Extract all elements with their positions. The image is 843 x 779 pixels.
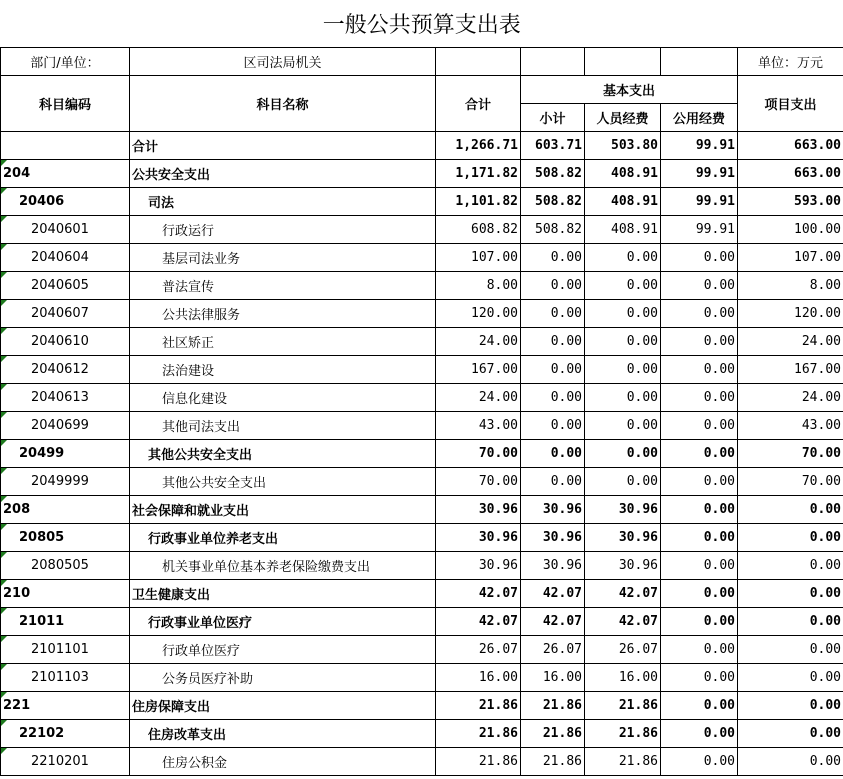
public-cell[interactable]: 0.00 xyxy=(661,272,738,300)
subtotal-cell[interactable]: 30.96 xyxy=(521,496,585,524)
project-cell[interactable]: 120.00 xyxy=(738,300,843,328)
code-cell[interactable]: 2049999 xyxy=(1,468,130,496)
project-cell[interactable]: 8.00 xyxy=(738,272,843,300)
empty-cell[interactable] xyxy=(436,48,521,76)
project-cell[interactable]: 107.00 xyxy=(738,244,843,272)
empty-cell[interactable] xyxy=(661,48,738,76)
name-cell[interactable]: 普法宣传 xyxy=(130,272,436,300)
personnel-cell[interactable]: 26.07 xyxy=(585,636,661,664)
table-row xyxy=(1,244,843,272)
code-cell[interactable]: 204 xyxy=(1,160,130,188)
project-cell[interactable]: 0.00 xyxy=(738,664,843,692)
public-cell[interactable]: 0.00 xyxy=(661,580,738,608)
personnel-cell[interactable]: 0.00 xyxy=(585,468,661,496)
project-cell[interactable]: 43.00 xyxy=(738,412,843,440)
code-cell[interactable]: 20406 xyxy=(1,188,130,216)
table-row xyxy=(1,664,843,692)
public-cell[interactable]: 0.00 xyxy=(661,496,738,524)
public-cell[interactable]: 0.00 xyxy=(661,748,738,776)
subtotal-cell[interactable]: 21.86 xyxy=(521,748,585,776)
code-cell[interactable]: 20805 xyxy=(1,524,130,552)
code-cell[interactable]: 210 xyxy=(1,580,130,608)
public-cell[interactable]: 99.91 xyxy=(661,216,738,244)
header-public: 公用经费 xyxy=(661,104,738,132)
public-cell[interactable]: 99.91 xyxy=(661,160,738,188)
total-cell[interactable]: 30.96 xyxy=(436,496,521,524)
name-cell[interactable]: 法治建设 xyxy=(130,356,436,384)
table-row xyxy=(1,748,843,776)
table-row xyxy=(1,580,843,608)
personnel-cell[interactable]: 30.96 xyxy=(585,552,661,580)
code-cell[interactable] xyxy=(1,132,130,160)
personnel-cell[interactable]: 408.91 xyxy=(585,188,661,216)
table-row xyxy=(1,720,843,748)
name-cell[interactable]: 住房改革支出 xyxy=(130,720,436,748)
public-cell[interactable]: 99.91 xyxy=(661,132,738,160)
table-row xyxy=(1,692,843,720)
project-cell[interactable]: 70.00 xyxy=(738,440,843,468)
personnel-cell[interactable]: 0.00 xyxy=(585,384,661,412)
subtotal-cell[interactable]: 42.07 xyxy=(521,580,585,608)
project-cell[interactable]: 0.00 xyxy=(738,748,843,776)
public-cell[interactable]: 0.00 xyxy=(661,300,738,328)
project-cell[interactable]: 0.00 xyxy=(738,552,843,580)
subtotal-cell[interactable]: 42.07 xyxy=(521,608,585,636)
project-cell[interactable]: 663.00 xyxy=(738,160,843,188)
code-cell[interactable]: 2080505 xyxy=(1,552,130,580)
unit-label: 单位：万元 xyxy=(738,48,843,76)
subtotal-cell[interactable]: 26.07 xyxy=(521,636,585,664)
subtotal-cell[interactable]: 0.00 xyxy=(521,328,585,356)
subtotal-cell[interactable]: 0.00 xyxy=(521,440,585,468)
name-cell[interactable]: 社区矫正 xyxy=(130,328,436,356)
name-cell[interactable]: 住房公积金 xyxy=(130,748,436,776)
code-cell[interactable]: 2040610 xyxy=(1,328,130,356)
public-cell[interactable]: 0.00 xyxy=(661,412,738,440)
project-cell[interactable]: 0.00 xyxy=(738,608,843,636)
subtotal-cell[interactable]: 0.00 xyxy=(521,244,585,272)
code-cell[interactable]: 2040613 xyxy=(1,384,130,412)
total-cell[interactable]: 167.00 xyxy=(436,356,521,384)
total-cell[interactable]: 24.00 xyxy=(436,384,521,412)
name-cell[interactable]: 公共法律服务 xyxy=(130,300,436,328)
public-cell[interactable]: 99.91 xyxy=(661,188,738,216)
name-cell[interactable]: 公务员医疗补助 xyxy=(130,664,436,692)
name-cell[interactable]: 司法 xyxy=(130,188,436,216)
total-cell[interactable]: 24.00 xyxy=(436,328,521,356)
name-cell[interactable]: 信息化建设 xyxy=(130,384,436,412)
public-cell[interactable]: 0.00 xyxy=(661,692,738,720)
table-row xyxy=(1,132,843,160)
header-name: 科目名称 xyxy=(130,76,436,132)
name-cell[interactable]: 其他公共安全支出 xyxy=(130,468,436,496)
total-cell[interactable]: 1,171.82 xyxy=(436,160,521,188)
table-row xyxy=(1,440,843,468)
header-total: 合计 xyxy=(436,76,521,132)
personnel-cell[interactable]: 503.80 xyxy=(585,132,661,160)
total-cell[interactable]: 21.86 xyxy=(436,692,521,720)
total-cell[interactable]: 21.86 xyxy=(436,748,521,776)
table-row xyxy=(1,384,843,412)
code-cell[interactable]: 2210201 xyxy=(1,748,130,776)
subtotal-cell[interactable]: 21.86 xyxy=(521,692,585,720)
code-cell[interactable]: 2101103 xyxy=(1,664,130,692)
code-cell[interactable]: 2101101 xyxy=(1,636,130,664)
table-row xyxy=(1,496,843,524)
public-cell[interactable]: 0.00 xyxy=(661,384,738,412)
table-row xyxy=(1,552,843,580)
project-cell[interactable]: 0.00 xyxy=(738,524,843,552)
personnel-cell[interactable]: 30.96 xyxy=(585,524,661,552)
personnel-cell[interactable]: 30.96 xyxy=(585,496,661,524)
personnel-cell[interactable]: 42.07 xyxy=(585,580,661,608)
personnel-cell[interactable]: 408.91 xyxy=(585,216,661,244)
code-cell[interactable]: 2040604 xyxy=(1,244,130,272)
table-row xyxy=(1,636,843,664)
total-cell[interactable]: 42.07 xyxy=(436,608,521,636)
table-row xyxy=(1,412,843,440)
name-cell[interactable]: 行政单位医疗 xyxy=(130,636,436,664)
header-subtotal: 小计 xyxy=(521,104,585,132)
project-cell[interactable]: 167.00 xyxy=(738,356,843,384)
subtotal-cell[interactable]: 0.00 xyxy=(521,468,585,496)
public-cell[interactable]: 0.00 xyxy=(661,356,738,384)
public-cell[interactable]: 0.00 xyxy=(661,608,738,636)
public-cell[interactable]: 0.00 xyxy=(661,328,738,356)
subtotal-cell[interactable]: 21.86 xyxy=(521,720,585,748)
header-code: 科目编码 xyxy=(1,76,130,132)
public-cell[interactable]: 0.00 xyxy=(661,720,738,748)
public-cell[interactable]: 0.00 xyxy=(661,664,738,692)
name-cell[interactable]: 卫生健康支出 xyxy=(130,580,436,608)
header-personnel: 人员经费 xyxy=(585,104,661,132)
personnel-cell[interactable]: 0.00 xyxy=(585,244,661,272)
project-cell[interactable]: 24.00 xyxy=(738,328,843,356)
table-row xyxy=(1,356,843,384)
total-cell[interactable]: 1,266.71 xyxy=(436,132,521,160)
total-cell[interactable]: 107.00 xyxy=(436,244,521,272)
personnel-cell[interactable]: 0.00 xyxy=(585,272,661,300)
empty-cell[interactable] xyxy=(521,48,585,76)
public-cell[interactable]: 0.00 xyxy=(661,440,738,468)
page-title: 一般公共预算支出表 xyxy=(1,0,843,48)
name-cell[interactable]: 行政运行 xyxy=(130,216,436,244)
total-cell[interactable]: 120.00 xyxy=(436,300,521,328)
name-cell[interactable]: 住房保障支出 xyxy=(130,692,436,720)
name-cell[interactable]: 基层司法业务 xyxy=(130,244,436,272)
project-cell[interactable]: 100.00 xyxy=(738,216,843,244)
code-cell[interactable]: 2040612 xyxy=(1,356,130,384)
code-cell[interactable]: 2040699 xyxy=(1,412,130,440)
project-cell[interactable]: 0.00 xyxy=(738,720,843,748)
name-cell[interactable]: 机关事业单位基本养老保险缴费支出 xyxy=(130,552,436,580)
project-cell[interactable]: 70.00 xyxy=(738,468,843,496)
table-row xyxy=(1,160,843,188)
personnel-cell[interactable]: 42.07 xyxy=(585,608,661,636)
subtotal-cell[interactable]: 30.96 xyxy=(521,524,585,552)
total-cell[interactable]: 1,101.82 xyxy=(436,188,521,216)
table-row xyxy=(1,524,843,552)
personnel-cell[interactable]: 0.00 xyxy=(585,412,661,440)
dept-label: 部门/单位： xyxy=(1,48,130,76)
project-cell[interactable]: 0.00 xyxy=(738,636,843,664)
total-cell[interactable]: 70.00 xyxy=(436,468,521,496)
name-cell[interactable]: 其他公共安全支出 xyxy=(130,440,436,468)
header-project: 项目支出 xyxy=(738,76,843,132)
personnel-cell[interactable]: 16.00 xyxy=(585,664,661,692)
code-cell[interactable]: 221 xyxy=(1,692,130,720)
personnel-cell[interactable]: 0.00 xyxy=(585,328,661,356)
code-cell[interactable]: 20499 xyxy=(1,440,130,468)
name-cell[interactable]: 行政事业单位医疗 xyxy=(130,608,436,636)
project-cell[interactable]: 0.00 xyxy=(738,580,843,608)
name-cell[interactable]: 合计 xyxy=(130,132,436,160)
total-cell[interactable]: 30.96 xyxy=(436,524,521,552)
public-cell[interactable]: 0.00 xyxy=(661,552,738,580)
public-cell[interactable]: 0.00 xyxy=(661,524,738,552)
personnel-cell[interactable]: 0.00 xyxy=(585,440,661,468)
total-cell[interactable]: 8.00 xyxy=(436,272,521,300)
personnel-cell[interactable]: 408.91 xyxy=(585,160,661,188)
subtotal-cell[interactable]: 0.00 xyxy=(521,300,585,328)
subtotal-cell[interactable]: 508.82 xyxy=(521,188,585,216)
dept-value: 区司法局机关 xyxy=(130,48,436,76)
total-cell[interactable]: 70.00 xyxy=(436,440,521,468)
total-cell[interactable]: 26.07 xyxy=(436,636,521,664)
total-cell[interactable]: 608.82 xyxy=(436,216,521,244)
personnel-cell[interactable]: 21.86 xyxy=(585,720,661,748)
total-cell[interactable]: 43.00 xyxy=(436,412,521,440)
code-cell[interactable]: 2040601 xyxy=(1,216,130,244)
project-cell[interactable]: 0.00 xyxy=(738,496,843,524)
table-row xyxy=(1,188,843,216)
name-cell[interactable]: 社会保障和就业支出 xyxy=(130,496,436,524)
public-cell[interactable]: 0.00 xyxy=(661,636,738,664)
code-cell[interactable]: 208 xyxy=(1,496,130,524)
public-cell[interactable]: 0.00 xyxy=(661,468,738,496)
table-row xyxy=(1,608,843,636)
code-cell[interactable]: 21011 xyxy=(1,608,130,636)
code-cell[interactable]: 2040607 xyxy=(1,300,130,328)
subtotal-cell[interactable]: 0.00 xyxy=(521,412,585,440)
name-cell[interactable]: 公共安全支出 xyxy=(130,160,436,188)
total-cell[interactable]: 21.86 xyxy=(436,720,521,748)
subtotal-cell[interactable]: 16.00 xyxy=(521,664,585,692)
subtotal-cell[interactable]: 0.00 xyxy=(521,356,585,384)
table-row xyxy=(1,468,843,496)
code-cell[interactable]: 2040605 xyxy=(1,272,130,300)
total-cell[interactable]: 42.07 xyxy=(436,580,521,608)
total-cell[interactable]: 30.96 xyxy=(436,552,521,580)
personnel-cell[interactable]: 21.86 xyxy=(585,748,661,776)
project-cell[interactable]: 663.00 xyxy=(738,132,843,160)
table-row xyxy=(1,328,843,356)
project-cell[interactable]: 0.00 xyxy=(738,692,843,720)
table-row xyxy=(1,300,843,328)
personnel-cell[interactable]: 0.00 xyxy=(585,356,661,384)
project-cell[interactable]: 593.00 xyxy=(738,188,843,216)
code-cell[interactable]: 22102 xyxy=(1,720,130,748)
subtotal-cell[interactable]: 0.00 xyxy=(521,272,585,300)
name-cell[interactable]: 行政事业单位养老支出 xyxy=(130,524,436,552)
total-cell[interactable]: 16.00 xyxy=(436,664,521,692)
subtotal-cell[interactable]: 0.00 xyxy=(521,384,585,412)
subtotal-cell[interactable]: 508.82 xyxy=(521,216,585,244)
table-row xyxy=(1,216,843,244)
public-cell[interactable]: 0.00 xyxy=(661,244,738,272)
subtotal-cell[interactable]: 30.96 xyxy=(521,552,585,580)
project-cell[interactable]: 24.00 xyxy=(738,384,843,412)
personnel-cell[interactable]: 0.00 xyxy=(585,300,661,328)
name-cell[interactable]: 其他司法支出 xyxy=(130,412,436,440)
table-row xyxy=(1,272,843,300)
subtotal-cell[interactable]: 508.82 xyxy=(521,160,585,188)
header-basic: 基本支出 xyxy=(521,76,738,104)
subtotal-cell[interactable]: 603.71 xyxy=(521,132,585,160)
personnel-cell[interactable]: 21.86 xyxy=(585,692,661,720)
empty-cell[interactable] xyxy=(585,48,661,76)
